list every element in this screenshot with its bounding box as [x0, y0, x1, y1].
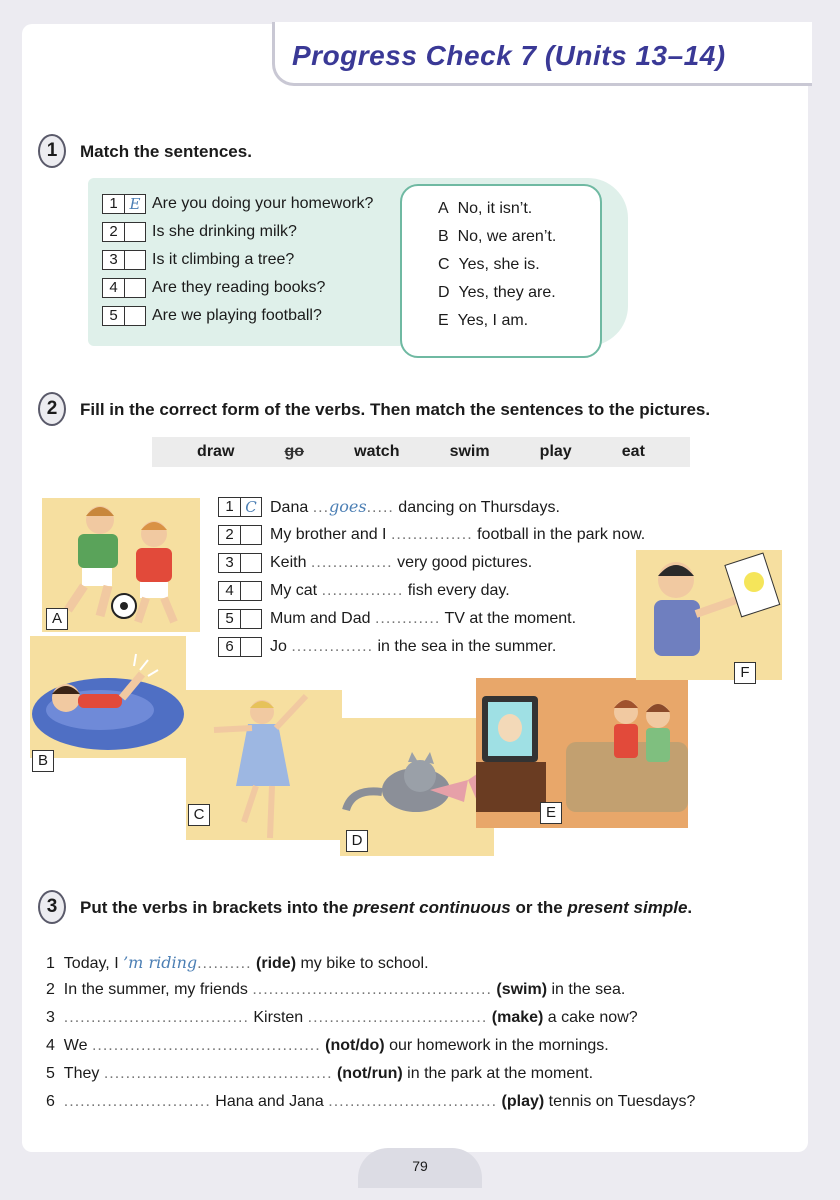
verb-crossed: go: [284, 443, 305, 460]
page-number: 79: [412, 1158, 428, 1174]
exercise-line: 4 We .......................................... (not/do) our homework in the mornings.: [46, 1037, 609, 1054]
blank[interactable]: ..........................................: [103, 1065, 333, 1082]
sentence-row: 1 C Dana ...goes..... dancing on Thursdays.: [218, 497, 560, 517]
answer-box[interactable]: 4: [218, 581, 262, 601]
filled-answer[interactable]: goes: [329, 497, 367, 516]
sentence-row: 3 Keith ............... very good pictures.: [218, 553, 532, 573]
question-row: 4 Are they reading books?: [102, 278, 325, 298]
picture-label: A: [46, 608, 68, 630]
exercise-line: 2 In the summer, my friends ............................................ (swim) in the sea.: [46, 981, 626, 998]
verb: draw: [197, 443, 235, 460]
section-heading: Fill in the correct form of the verbs. Then match the sentences to the pictures.: [80, 400, 711, 419]
answer-box[interactable]: 3: [102, 250, 146, 270]
exercise-line: 3 .................................. Kirsten ................................. (make) a cake now?: [46, 1009, 638, 1026]
section-heading: Match the sentences.: [80, 142, 252, 161]
verb: eat: [621, 443, 645, 460]
exercise-line: 1 Today, I ’m riding.......... (ride) my bike to school.: [46, 953, 429, 972]
answer-box[interactable]: 6: [218, 637, 262, 657]
question-row: 3 Is it climbing a tree?: [102, 250, 294, 270]
picture-label: C: [188, 804, 210, 826]
sentence-row: 2 My brother and I ............... football in the park now.: [218, 525, 645, 545]
question-row: 1 E Are you doing your homework?: [102, 194, 373, 214]
section-heading: Put the verbs in brackets into the present continuous or the present simple.: [80, 898, 693, 917]
section-number: 3: [38, 890, 66, 924]
verb: play: [539, 443, 572, 460]
answer-box[interactable]: 2: [218, 525, 262, 545]
answer-option: A No, it isn’t.: [438, 200, 533, 217]
blank[interactable]: ..................................: [63, 1009, 249, 1026]
blank[interactable]: ............................................: [252, 981, 492, 998]
verb: swim: [449, 443, 490, 460]
blank[interactable]: ..........................................: [91, 1037, 321, 1054]
picture-f-drawing: [636, 550, 782, 680]
exercise-line: 5 They .......................................... (not/run) in the park at the moment.: [46, 1065, 594, 1082]
picture-b-swimming: [30, 636, 186, 758]
answer-box[interactable]: 1 E: [102, 194, 146, 214]
answer-box[interactable]: 3: [218, 553, 262, 573]
blank[interactable]: ...............: [321, 582, 404, 599]
blank[interactable]: ............: [374, 610, 441, 627]
verb: watch: [354, 443, 400, 460]
question-row: 2 Is she drinking milk?: [102, 222, 297, 242]
answer-box[interactable]: 4: [102, 278, 146, 298]
sentence-row: 4 My cat ............... fish every day.: [218, 581, 510, 601]
sentence-row: 5 Mum and Dad ............ TV at the moment.: [218, 609, 576, 629]
blank[interactable]: .................................: [307, 1009, 488, 1026]
picture-label: E: [540, 802, 562, 824]
answer-box[interactable]: 5: [218, 609, 262, 629]
blank[interactable]: ...............................: [328, 1093, 498, 1110]
filled-answer[interactable]: ’m riding: [123, 953, 198, 972]
blank[interactable]: ...........................: [63, 1093, 211, 1110]
question-row: 5 Are we playing football?: [102, 306, 322, 326]
sentence-row: 6 Jo ............... in the sea in the summer.: [218, 637, 556, 657]
answer-box[interactable]: 5: [102, 306, 146, 326]
verb-bank: [152, 437, 690, 467]
blank[interactable]: ...............: [291, 638, 374, 655]
answer-option: C Yes, she is.: [438, 256, 540, 273]
picture-label: B: [32, 750, 54, 772]
answer-box[interactable]: 2: [102, 222, 146, 242]
answer-box[interactable]: 1 C: [218, 497, 262, 517]
answer-option: E Yes, I am.: [438, 312, 529, 329]
picture-e-tv: [476, 678, 688, 828]
picture-label: F: [734, 662, 756, 684]
answer-option: D Yes, they are.: [438, 284, 556, 301]
exercise-line: 6 ........................... Hana and Jana ............................... (play) tennis on Tuesdays?: [46, 1093, 696, 1110]
answer-option: B No, we aren’t.: [438, 228, 557, 245]
section-number: 2: [38, 392, 66, 426]
page-title: Progress Check 7 (Units 13–14): [292, 40, 726, 71]
blank[interactable]: ...............: [310, 554, 393, 571]
picture-label: D: [346, 830, 368, 852]
section-number: 1: [38, 134, 66, 168]
blank[interactable]: ...............: [390, 526, 473, 543]
